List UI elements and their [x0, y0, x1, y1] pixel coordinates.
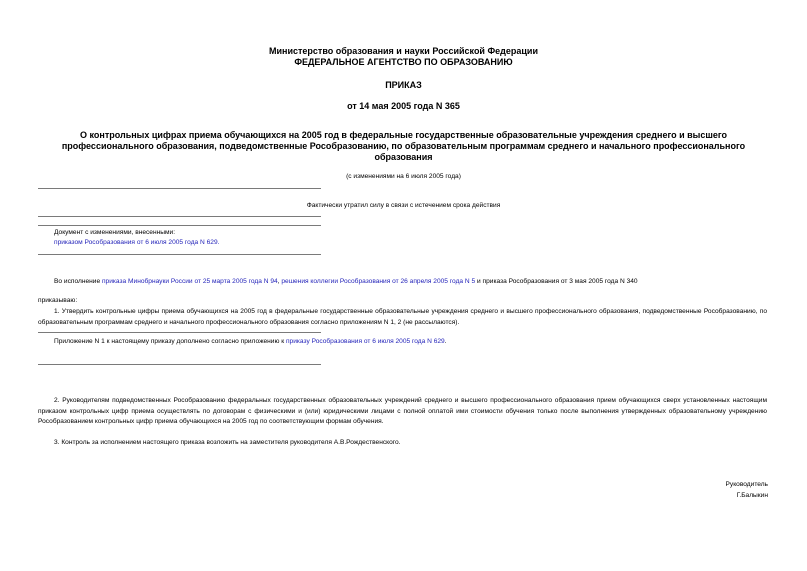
doc-date: от 14 мая 2005 года N 365 — [347, 101, 460, 111]
preamble-link-board-decision[interactable]: решения коллегии Рособразования от 26 апреля 2005 года N 5 — [281, 278, 476, 285]
document-title: О контрольных цифрах приема обучающихся на 2005 год в федеральные государственные образовательные учреждения среднего и высшего профессионального образования, подведомственные Рособразованию, по образовательным программам среднего и начального профессионального образования — [61, 130, 746, 162]
changes-label: Документ с изменениями, внесенными: — [54, 229, 176, 236]
status-note: Фактически утратил силу в связи с истечением срока действия — [306, 202, 501, 209]
ministry-name: Министерство образования и науки Российской Федерации — [269, 46, 538, 56]
preamble-prefix: Во исполнение — [54, 278, 102, 285]
order-word: приказываю: — [38, 297, 78, 304]
preamble-separator: , — [277, 278, 282, 285]
item-2: 2. Руководителям подведомственных Рособразованию федеральных государственных образовательных учреждений среднего и высшего профессионального образования прием обучающихся сверх установленных настоящим приказом контрольных цифр приема осуществлять по договорам с физическими и (или) юридическими лицами с полной оплатой ими стоимости обучения только после выполнения утвержденных образовательному учреждению Рособразованием контрольных цифр приема обучающихся на 2005 год по соответствующим формам обучения. — [38, 397, 767, 425]
signature-position: Руководитель — [725, 481, 768, 488]
preamble-link-ministry-order[interactable]: приказа Минобрнауки России от 25 марта 2005 года N 94 — [101, 278, 278, 285]
doc-type: ПРИКАЗ — [385, 80, 422, 90]
agency-name: ФЕДЕРАЛЬНОЕ АГЕНТСТВО ПО ОБРАЗОВАНИЮ — [294, 57, 513, 67]
appendix-note-link[interactable]: приказу Рособразования от 6 июля 2005 года N 629 — [285, 338, 445, 345]
divider — [38, 254, 321, 255]
appendix-note — [54, 337, 447, 347]
preamble-suffix: и приказа Рособразования от 3 мая 2005 года N 340 — [475, 278, 638, 285]
divider — [38, 188, 321, 189]
amendments-note: (с изменениями на 6 июля 2005 года) — [346, 173, 461, 180]
item-1: 1. Утвердить контрольные цифры приема обучающихся на 2005 год в федеральные государственные образовательные учреждения среднего и высшего профессионального образования, подведомственные Рособразованию, по образовательным программам среднего и начального профессионального образования согласно приложениям N 1, 2 (не рассылаются). — [38, 308, 767, 326]
appendix-note-suffix: . — [444, 338, 447, 345]
signature-name: Г.Балыкин — [736, 492, 768, 499]
changes-link[interactable]: приказом Рособразования от 6 июля 2005 года N 629. — [54, 239, 220, 246]
appendix-note-prefix: Приложение N 1 к настоящему приказу дополнено согласно приложению к — [54, 338, 286, 345]
divider — [38, 216, 321, 217]
divider — [38, 364, 321, 365]
preamble — [54, 277, 638, 287]
item-3: 3. Контроль за исполнением настоящего приказа возложить на заместителя руководителя А.В.Рождественского. — [54, 439, 401, 446]
divider — [38, 332, 321, 333]
divider — [38, 225, 321, 226]
